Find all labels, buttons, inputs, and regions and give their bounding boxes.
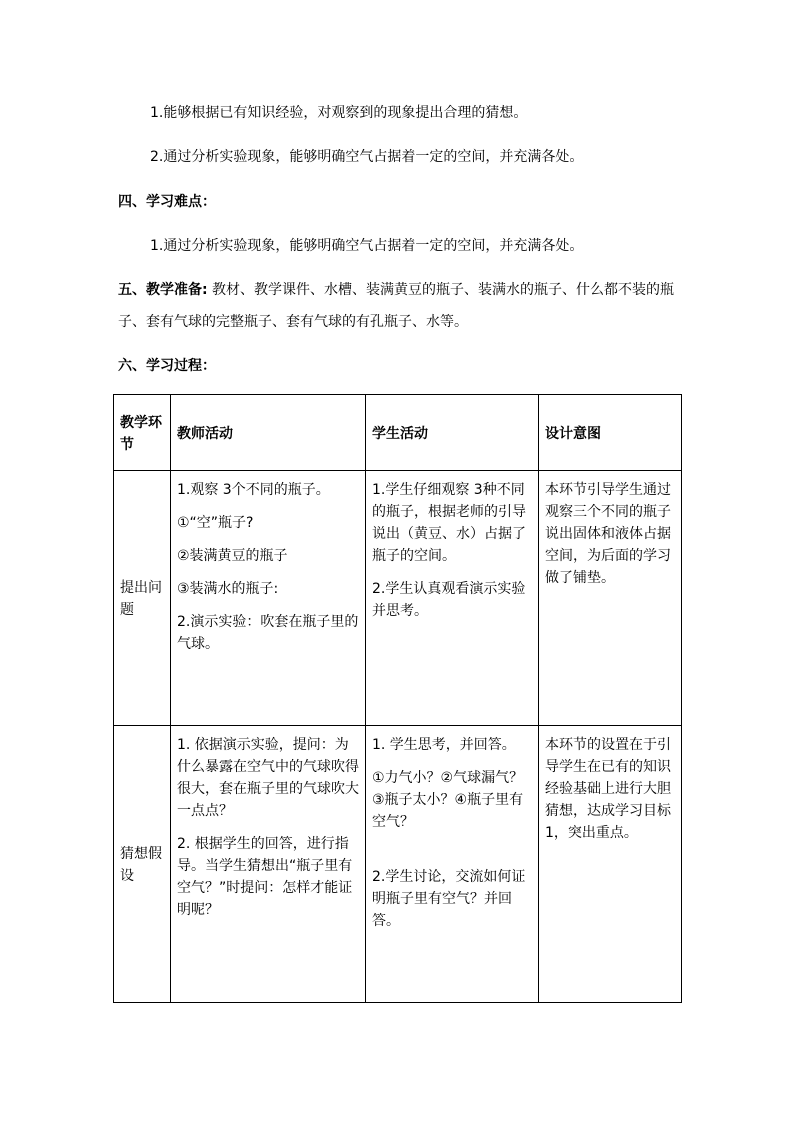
- row-teacher-activity: [171, 471, 366, 726]
- lesson-process-table: [113, 394, 682, 1003]
- table-row: [114, 471, 682, 726]
- spacer: [372, 844, 532, 866]
- difficulty-item: 1.通过分析实验现象，能够明确空气占据着一定的空间，并充满各处。: [150, 238, 584, 254]
- row-design-intent: 本环节引导学生通过观察三个不同的瓶子说出固体和液体占据空间，为后面的学习做了铺垫。: [539, 471, 682, 726]
- preparation-text-cont: 子、套有气球的完整瓶子、套有气球的有孔瓶子、水等。: [118, 314, 468, 330]
- objective-1: 1.能够根据已有知识经验，对观察到的现象提出合理的猜想。: [150, 105, 528, 121]
- teacher-line: 2. 根据学生的回答，进行指导。当学生猜想出“瓶子里有空气？”时提问：怎样才能证明呢？: [177, 836, 353, 918]
- row-teacher-activity: [171, 726, 366, 1003]
- header-teacher: 教师活动: [171, 395, 366, 471]
- teacher-line: ①“空”瓶子?: [177, 515, 254, 531]
- teacher-line: ②装满黄豆的瓶子: [177, 548, 288, 564]
- teacher-line: ③装满水的瓶子:: [177, 581, 279, 597]
- row-student-activity: [366, 726, 539, 1003]
- teacher-line: 1. 依据演示实验，提问：为什么暴露在空气中的气球吹得很大，套在瓶子里的气球吹大一点点？: [177, 737, 359, 819]
- student-line: ①力气小？②气球漏气？③瓶子太小？④瓶子里有空气？: [372, 770, 524, 830]
- teacher-line: 1.观察 3个不同的瓶子。: [177, 482, 330, 498]
- table-header-row: [114, 395, 682, 471]
- teacher-line: 2.演示实验：吹套在瓶子里的气球。: [177, 614, 359, 652]
- header-intent: 设计意图: [539, 395, 682, 471]
- header-student: 学生活动: [366, 395, 539, 471]
- row-design-intent: 本环节的设置在于引导学生在已有的知识经验基础上进行大胆猜想，达成学习目标1，突出重点。: [539, 726, 682, 1003]
- preparation-heading: 五、教学准备:: [118, 282, 208, 298]
- row-stage: 提出问题: [114, 471, 171, 726]
- preparation-paragraph: [118, 280, 674, 300]
- student-line: 1.学生仔细观察 3种不同的瓶子，根据老师的引导说出（黄豆、水）占据了瓶子的空间。: [372, 482, 526, 564]
- process-heading: 六、学习过程：: [118, 358, 216, 374]
- student-line: 2.学生认真观看演示实验并思考。: [372, 581, 526, 619]
- table-row: [114, 726, 682, 1003]
- difficulty-heading: 四、学习难点：: [118, 194, 216, 210]
- student-line: 1. 学生思考，并回答。: [372, 737, 516, 753]
- preparation-text: 教材、教学课件、水槽、装满黄豆的瓶子、装满水的瓶子、什么都不装的瓶: [207, 282, 675, 298]
- header-stage: 教学环节: [114, 395, 171, 471]
- student-line: 2.学生讨论，交流如何证明瓶子里有空气？并回答。: [372, 869, 526, 929]
- row-student-activity: [366, 471, 539, 726]
- objective-2: 2.通过分析实验现象，能够明确空气占据着一定的空间，并充满各处。: [150, 149, 584, 165]
- row-stage: 猜想假设: [114, 726, 171, 1003]
